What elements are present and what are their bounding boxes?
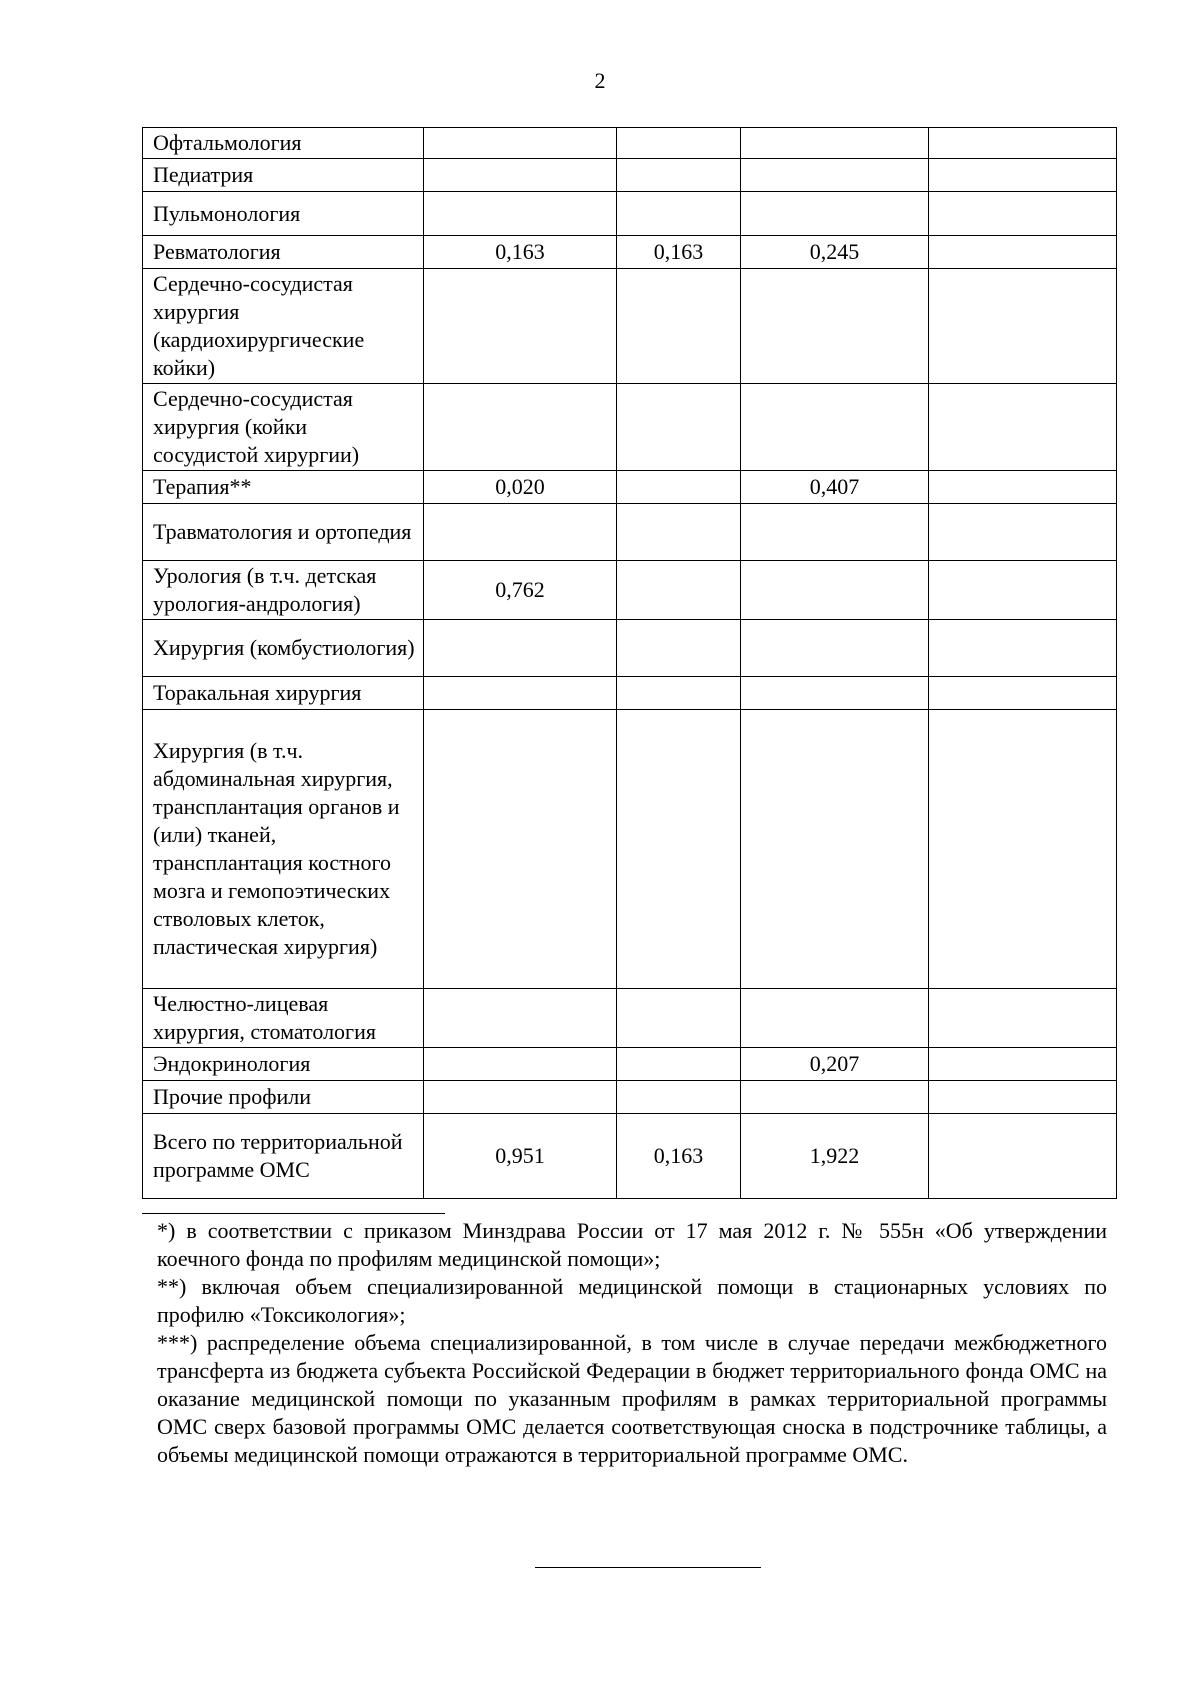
table-row <box>143 677 1117 710</box>
table-row <box>143 159 1117 192</box>
footnote-1: *) в соответствии с приказом Минздрава России от 17 мая 2012 г. № 555н «Об утверждении коечного фонда по профилям медицинской помощи»; <box>157 1218 1107 1271</box>
value-cell: 0,207 <box>741 1048 929 1081</box>
value-cell <box>741 989 929 1048</box>
value-cell <box>741 620 929 677</box>
value-cell <box>617 1048 741 1081</box>
table-row <box>143 710 1117 989</box>
profile-name: Всего по территориальной программе ОМС <box>143 1114 424 1199</box>
value-cell <box>929 710 1117 989</box>
table-row <box>143 471 1117 504</box>
value-cell: 0,245 <box>741 236 929 269</box>
value-cell <box>741 159 929 192</box>
profile-name: Хирургия (комбустиология) <box>143 620 424 677</box>
value-cell <box>424 504 617 561</box>
value-cell <box>929 236 1117 269</box>
footnotes <box>157 1217 1107 1469</box>
value-cell <box>424 192 617 236</box>
value-cell <box>424 384 617 471</box>
value-cell <box>929 1048 1117 1081</box>
footnote-3: ***) распределение объема специализированной, в том числе в случае передачи межбюджетного трансферта из бюджета субъекта Российской Федерации в бюджет территориального фонда ОМС на оказание медицинской помощи по указанным профилям в рамках территориальной программы ОМС сверх базовой программы ОМС делается соответствующая сноска в подстрочнике таблицы, а объемы медицинской помощи отражаются в территориальной программе ОМС. <box>157 1330 1107 1467</box>
profiles-table <box>142 127 1117 1199</box>
profile-name: Челюстно-лицевая хирургия, стоматология <box>143 989 424 1048</box>
profile-name: Урология (в т.ч. детская урология-андрология) <box>143 561 424 620</box>
value-cell <box>424 269 617 384</box>
value-cell <box>424 710 617 989</box>
value-cell <box>929 471 1117 504</box>
value-cell <box>929 561 1117 620</box>
footnote-separator <box>142 1213 445 1214</box>
value-cell <box>929 677 1117 710</box>
value-cell <box>741 561 929 620</box>
value-cell: 0,951 <box>424 1114 617 1199</box>
table-row <box>143 192 1117 236</box>
profile-name: Торакальная хирургия <box>143 677 424 710</box>
value-cell: 0,163 <box>617 1114 741 1199</box>
value-cell <box>617 269 741 384</box>
value-cell <box>424 989 617 1048</box>
value-cell <box>929 269 1117 384</box>
value-cell <box>617 192 741 236</box>
value-cell <box>929 384 1117 471</box>
value-cell <box>741 504 929 561</box>
value-cell <box>617 384 741 471</box>
profile-name: Пульмонология <box>143 192 424 236</box>
value-cell <box>617 504 741 561</box>
value-cell: 0,762 <box>424 561 617 620</box>
value-cell <box>929 159 1117 192</box>
table-row <box>143 269 1117 384</box>
end-of-document-line <box>535 1567 761 1568</box>
table-row <box>143 989 1117 1048</box>
profile-name: Хирургия (в т.ч. абдоминальная хирургия, трансплантация органов и (или) тканей, трансплантация костного мозга и гемопоэтических стволовых клеток, пластическая хирургия) <box>143 710 424 989</box>
profile-name: Сердечно-сосудистая хирургия (кардиохирургические койки) <box>143 269 424 384</box>
profile-name: Ревматология <box>143 236 424 269</box>
value-cell <box>617 159 741 192</box>
profile-name: Эндокринология <box>143 1048 424 1081</box>
value-cell <box>424 128 617 159</box>
table-row <box>143 236 1117 269</box>
footnote-2: **) включая объем специализированной медицинской помощи в стационарных условиях по профилю «Токсикология»; <box>157 1274 1107 1327</box>
table-row <box>143 384 1117 471</box>
profile-name: Прочие профили <box>143 1081 424 1114</box>
value-cell <box>424 159 617 192</box>
profile-name: Офтальмология <box>143 128 424 159</box>
profile-name: Терапия** <box>143 471 424 504</box>
value-cell <box>929 1114 1117 1199</box>
value-cell <box>741 677 929 710</box>
value-cell <box>617 1081 741 1114</box>
value-cell <box>741 710 929 989</box>
page-number: 2 <box>594 68 606 93</box>
value-cell <box>741 1081 929 1114</box>
value-cell: 0,020 <box>424 471 617 504</box>
value-cell <box>617 561 741 620</box>
table-row <box>143 620 1117 677</box>
table-row <box>143 1081 1117 1114</box>
table-row <box>143 128 1117 159</box>
value-cell: 0,407 <box>741 471 929 504</box>
table-row <box>143 504 1117 561</box>
profile-name: Травматология и ортопедия <box>143 504 424 561</box>
profile-name: Педиатрия <box>143 159 424 192</box>
value-cell <box>617 471 741 504</box>
value-cell <box>929 192 1117 236</box>
value-cell: 0,163 <box>617 236 741 269</box>
value-cell <box>424 1048 617 1081</box>
value-cell <box>424 620 617 677</box>
value-cell <box>741 128 929 159</box>
value-cell: 0,163 <box>424 236 617 269</box>
table-row <box>143 561 1117 620</box>
value-cell <box>741 384 929 471</box>
value-cell <box>617 620 741 677</box>
table-row <box>143 1048 1117 1081</box>
value-cell <box>929 1081 1117 1114</box>
profile-name: Сердечно-сосудистая хирургия (койки сосудистой хирургии) <box>143 384 424 471</box>
value-cell <box>929 620 1117 677</box>
value-cell <box>617 989 741 1048</box>
value-cell <box>929 989 1117 1048</box>
value-cell <box>617 128 741 159</box>
table-row-total <box>143 1114 1117 1199</box>
value-cell: 1,922 <box>741 1114 929 1199</box>
value-cell <box>741 269 929 384</box>
value-cell <box>741 192 929 236</box>
value-cell <box>617 710 741 989</box>
value-cell <box>929 504 1117 561</box>
value-cell <box>424 677 617 710</box>
value-cell <box>617 677 741 710</box>
value-cell <box>424 1081 617 1114</box>
value-cell <box>929 128 1117 159</box>
